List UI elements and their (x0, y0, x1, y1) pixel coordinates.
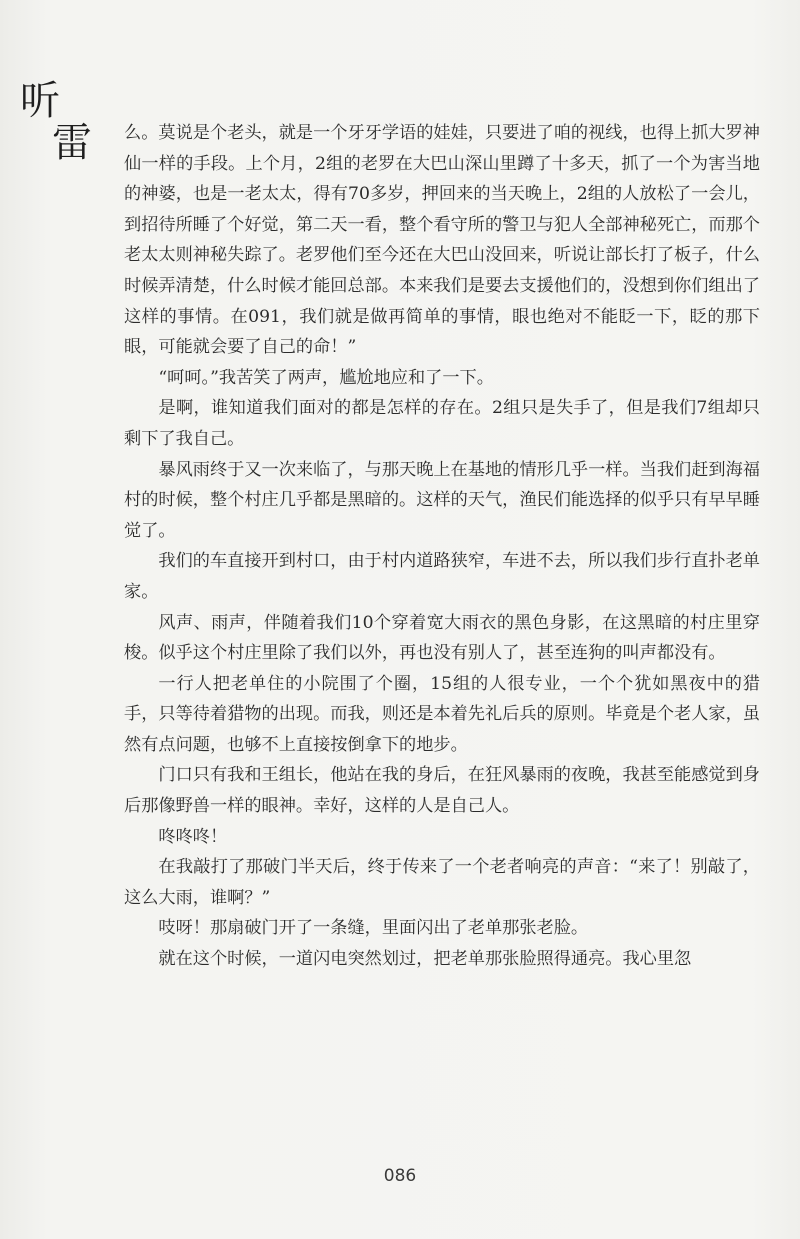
running-title-char-2: 雷 (52, 120, 92, 166)
paragraph: 暴风雨终于又一次来临了，与那天晚上在基地的情形几乎一样。当我们赶到海福村的时候，整个村庄几乎都是黑暗的。这样的天气，渔民们能选择的似乎只有早早睡觉了。 (124, 459, 760, 541)
paragraph: 是啊，谁知道我们面对的都是怎样的存在。2组只是失手了，但是我们7组却只剩下了我自己。 (124, 398, 760, 449)
paragraph: 在我敲打了那破门半天后，终于传来了一个老者响亮的声音：“来了！别敲了，这么大雨，谁啊？” (124, 857, 760, 908)
paragraph: 风声、雨声，伴随着我们10个穿着宽大雨衣的黑色身影，在这黑暗的村庄里穿梭。似乎这个村庄里除了我们以外，再也没有别人了，甚至连狗的叫声都没有。 (124, 612, 760, 664)
running-title-char-1: 听 (20, 78, 60, 124)
paragraph: 一行人把老单住的小院围了个圈，15组的人很专业，一个个犹如黑夜中的猎手，只等待着猎物的出现。而我，则还是本着先礼后兵的原则。毕竟是个老人家，虽然有点问题，也够不上直接按倒拿下的地步。 (124, 673, 760, 755)
paragraph: 咚咚咚！ (158, 826, 228, 847)
paragraph: 我们的车直接开到村口，由于村内道路狭窄，车进不去，所以我们步行直扑老单家。 (124, 551, 760, 602)
paragraph: 么。莫说是个老头，就是一个牙牙学语的娃娃，只要进了咱的视线，也得上抓大罗神仙一样的手段。上个月，2组的老罗在大巴山深山里蹲了十多天，抓了一个为害当地的神婆，也是一老太太，得有70多岁，押回来的当天晚上，2组的人放松了一会儿，到招待所睡了个好觉，第二天一看，整个看守所的警卫与犯人全部神秘死亡，而那个老太太则神秘失踪了。老罗他们至今还在大巴山没回来，听说让部长打了板子，什么时候弄清楚，什么时候才能回总部。本来我们是要去支援他们的，没想到你们组出了这样的事情。在091，我们就是做再简单的事情，眼也绝对不能眨一下，眨的那下眼，可能就会要了自己的命！” (124, 123, 760, 358)
body-text (124, 118, 760, 975)
running-title (20, 76, 90, 168)
paragraph: 门口只有我和王组长，他站在我的身后，在狂风暴雨的夜晚，我甚至能感觉到身后那像野兽一样的眼神。幸好，这样的人是自己人。 (124, 765, 760, 817)
page-number: 086 (383, 1166, 417, 1186)
paragraph: “呵呵。”我苦笑了两声，尴尬地应和了一下。 (158, 367, 494, 388)
paragraph: 就在这个时候，一道闪电突然划过，把老单那张脸照得通亮。我心里忽 (158, 949, 692, 970)
paragraph: 吱呀！那扇破门开了一条缝，里面闪出了老单那张老脸。 (158, 918, 589, 939)
